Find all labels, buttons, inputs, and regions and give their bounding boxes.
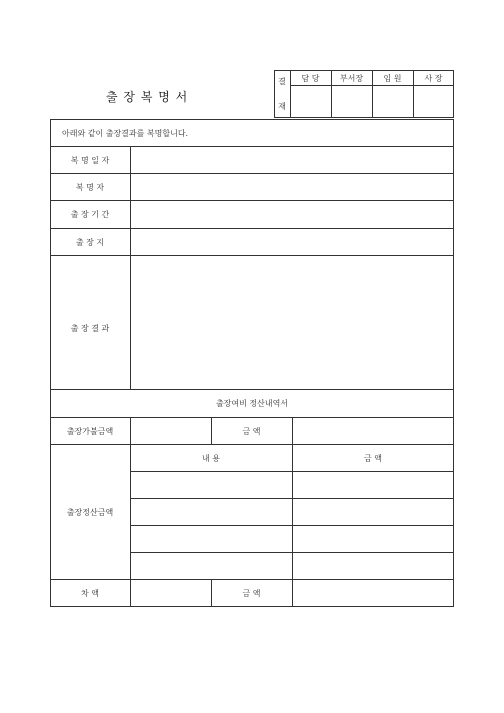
advance-sum-field[interactable] [293,418,454,444]
label-reporter: 복 명 자 [75,183,105,192]
approval-sign-president[interactable] [414,86,454,118]
header-content: 내 용 [202,454,220,463]
approval-col-president: 사 장 [424,74,443,83]
intro-text: 아래와 같이 출장결과를 복명합니다. [62,129,189,138]
approval-col-staff: 담 당 [301,74,320,83]
label-settlement-amount: 출장정산금액 [66,508,114,517]
settlement-content-4[interactable] [131,553,292,579]
reporter-field[interactable] [131,174,454,200]
approval-sign-executive[interactable] [373,86,413,118]
report-date-field[interactable] [131,147,454,173]
approval-col-executive: 임 원 [383,74,402,83]
label-destination: 출 장 지 [75,238,105,247]
advance-amount-field[interactable] [131,418,211,444]
approval-col-dept-head: 부서장 [339,74,364,83]
approval-label-bottom: 재 [278,102,286,111]
header-amount: 금 액 [364,454,382,463]
settlement-content-3[interactable] [131,526,292,552]
label-difference: 차 액 [81,589,99,598]
destination-field[interactable] [131,229,454,255]
expense-section-title: 출장여비 정산내역서 [215,399,289,408]
approval-sign-staff[interactable] [291,86,331,118]
approval-sign-dept-head[interactable] [332,86,372,118]
settlement-amount-4[interactable] [293,553,454,579]
approval-label-top: 결 [278,77,286,86]
trip-result-field[interactable] [131,256,454,389]
label-trip-period: 출 장 기 간 [70,210,110,219]
label-advance-amount: 출장가불금액 [66,427,114,436]
document-title: 출 장 복 명 서 [106,90,189,104]
difference-field[interactable] [131,580,211,607]
label-report-date: 복 명 일 자 [70,156,110,165]
settlement-content-2[interactable] [131,499,292,525]
settlement-content-1[interactable] [131,472,292,498]
label-trip-result: 출 장 결 과 [70,324,110,333]
settlement-amount-1[interactable] [293,472,454,498]
settlement-amount-3[interactable] [293,526,454,552]
label-difference-amount: 금 액 [242,589,261,598]
settlement-amount-2[interactable] [293,499,454,525]
difference-amount-field[interactable] [293,580,454,607]
trip-period-field[interactable] [131,201,454,228]
label-advance-sum: 금 액 [242,427,261,436]
